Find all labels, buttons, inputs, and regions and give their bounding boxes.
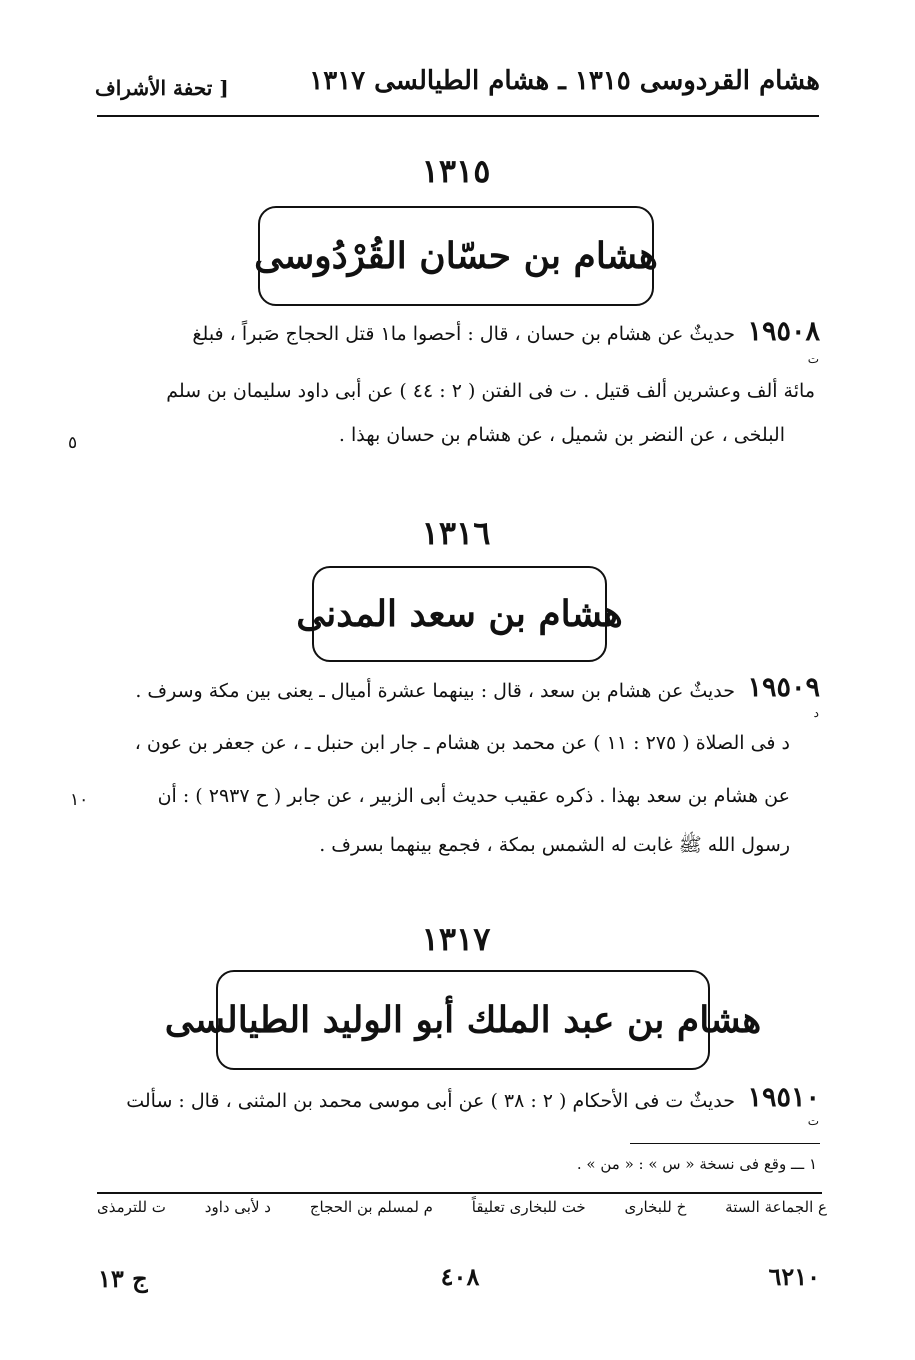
hadith-number: ١٩٥١٠: [747, 1082, 820, 1113]
abbreviation: ت للترمذى: [97, 1198, 166, 1216]
text-line: حديثٌ ت فى الأحكام ( ٢ : ٣٨ ) عن أبى موسى محمد بن المثنى ، قال : سألت: [126, 1090, 735, 1112]
entry-number: ١٣١٦: [421, 514, 491, 552]
abbreviation: خ للبخارى: [624, 1198, 687, 1216]
hadith-number: ١٩٥٠٩: [747, 672, 820, 703]
abbreviation: خت للبخارى تعليقاً: [471, 1198, 586, 1216]
entry-title-box: هشام بن عبد الملك أبو الوليد الطيالسى: [216, 970, 710, 1070]
hadith-marker: د: [813, 706, 819, 720]
running-header-book: [ تحفة الأشراف: [95, 76, 229, 100]
header-rule: [97, 115, 819, 117]
hadith-number: ١٩٥٠٨: [747, 316, 820, 347]
entry-number: ١٣١٧: [421, 920, 491, 958]
running-header-title: هشام القردوسى ١٣١٥ ـ هشام الطيالسى ١٣١٧: [309, 66, 820, 96]
page-number: ٤٠٨: [440, 1262, 480, 1291]
text-line: د فى الصلاة ( ٢٧٥ : ١١ ) عن محمد بن هشام ـ جار ابن حنبل ـ ، عن جعفر بن عون ،: [134, 732, 790, 754]
abbreviation: ع الجماعة الستة: [725, 1198, 827, 1216]
margin-line-number: ٥: [68, 433, 78, 453]
entry-title-box: هشام بن حسّان القُرْدُوسى: [258, 206, 654, 306]
text-line: مائة ألف وعشرين ألف قتيل . ت فى الفتن ( ٢ : ٤٤ ) عن أبى داود سليمان بن سلم: [166, 380, 815, 402]
text-line: عن هشام بن سعد بهذا . ذكره عقيب حديث أبى الزبير ، عن جابر ( ح ٢٩٣٧ ) : أن: [157, 785, 790, 807]
hadith-marker: ت: [807, 1114, 819, 1128]
abbreviation: د لأبى داود: [204, 1198, 271, 1216]
entry-number: ١٣١٥: [421, 152, 491, 190]
abbreviations-rule: [97, 1192, 822, 1194]
footnote: ١ ـــ وقع فى نسخة « س » : « من » .: [576, 1155, 817, 1173]
text-line: رسول الله ﷺ غابت له الشمس بمكة ، فجمع بينهما بسرف .: [319, 834, 790, 856]
footer-volume: ج ١٣: [98, 1264, 148, 1293]
entry-title-box: هشام بن سعد المدنى: [312, 566, 607, 662]
text-line: حديثٌ عن هشام بن سعد ، قال : بينهما عشرة أميال ـ يعنى بين مكة وسرف .: [135, 680, 735, 702]
footer-hadith-range: ٦٢١٠: [768, 1262, 820, 1291]
abbreviation: م لمسلم بن الحجاج: [309, 1198, 433, 1216]
text-line: حديثٌ عن هشام بن حسان ، قال : أحصوا ما١ قتل الحجاج صَبراً ، فبلغ: [192, 323, 735, 345]
footnote-rule: [630, 1143, 820, 1144]
margin-line-number: ١٠: [70, 790, 89, 810]
hadith-marker: ت: [807, 352, 819, 366]
text-line: البلخى ، عن النضر بن شميل ، عن هشام بن حسان بهذا .: [338, 424, 785, 446]
abbreviations-row: [97, 1198, 827, 1216]
